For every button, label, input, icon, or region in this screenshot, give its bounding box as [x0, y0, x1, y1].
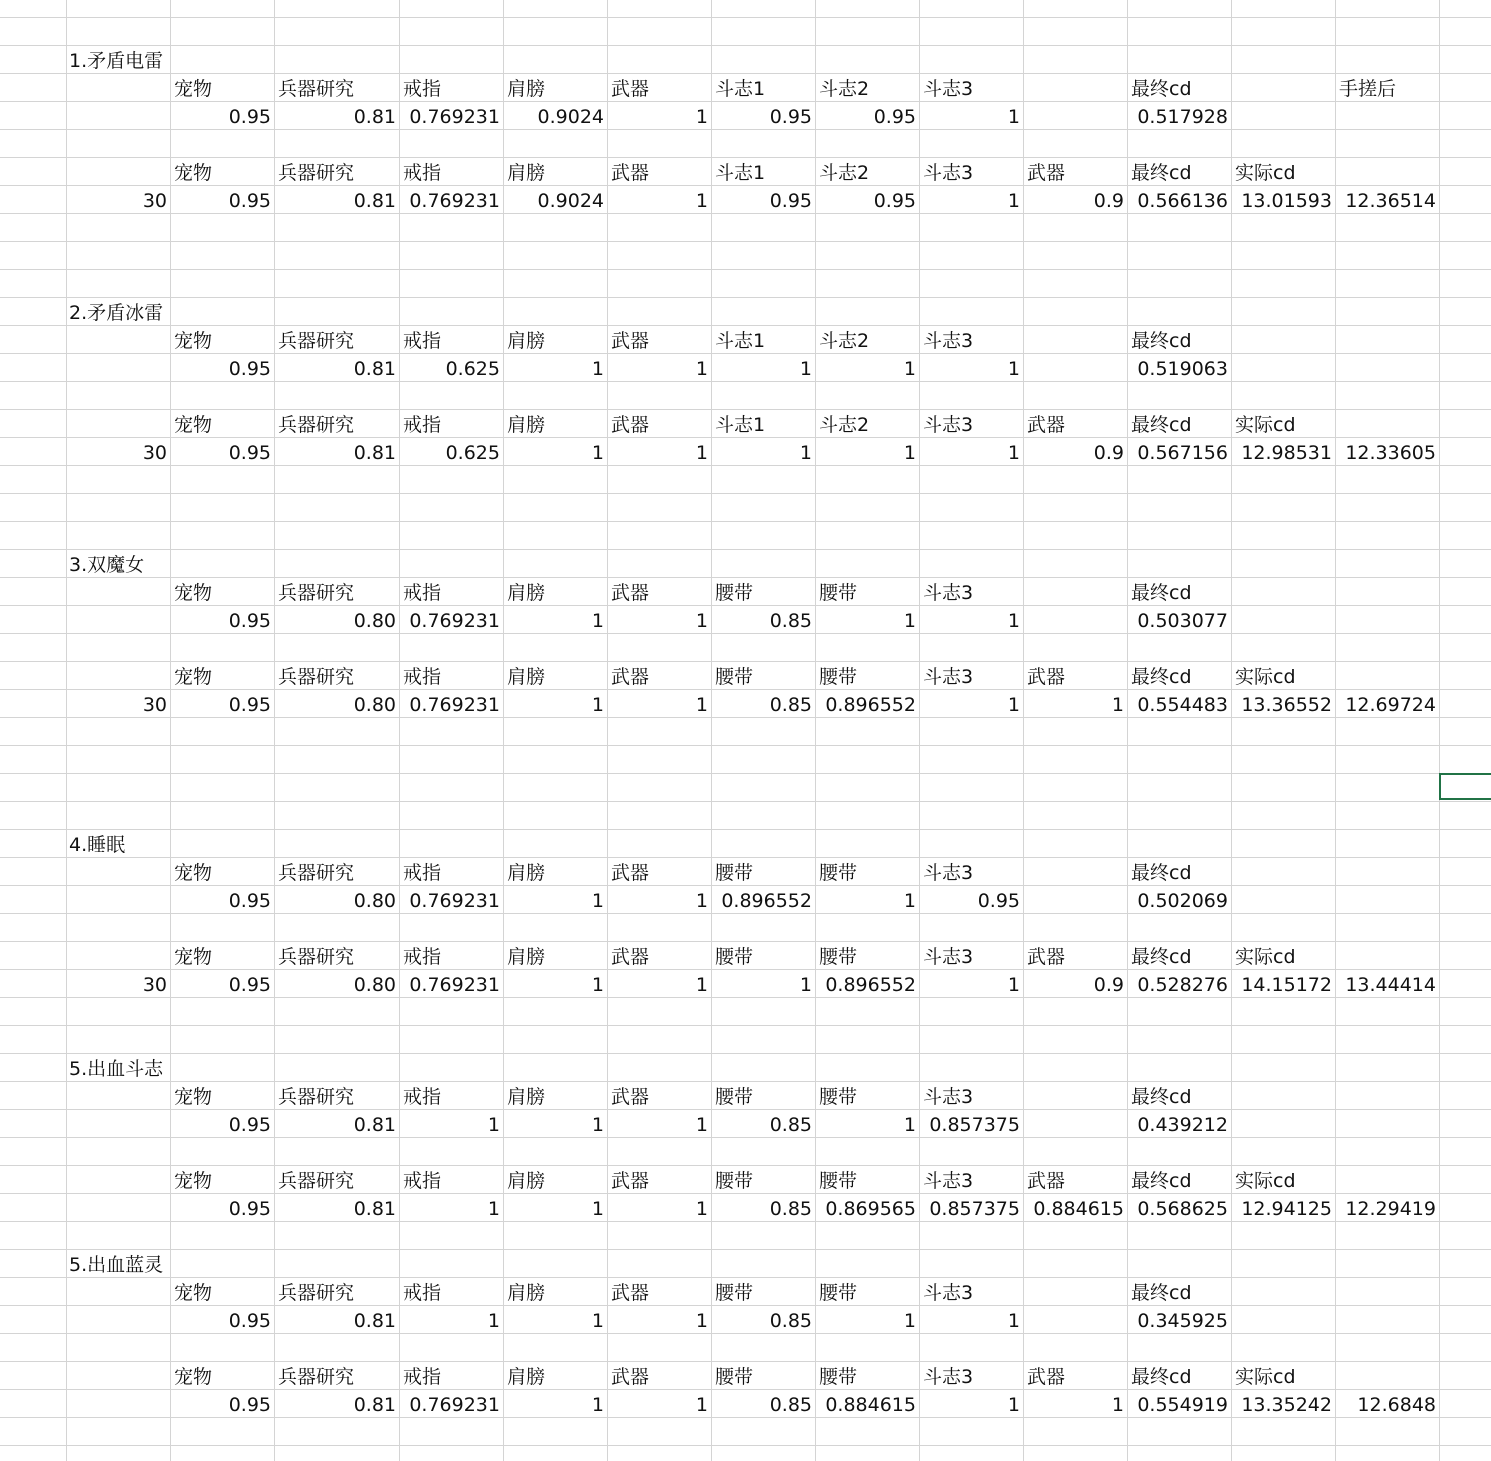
value-cell[interactable]: 1	[591, 1114, 604, 1136]
section-title-cell[interactable]: 5.出血蓝灵	[69, 1254, 164, 1276]
value-cell[interactable]: 1	[1007, 106, 1020, 128]
row-gridline	[0, 633, 1491, 634]
value-cell[interactable]: 0.769231	[409, 890, 500, 912]
row-gridline	[0, 1025, 1491, 1026]
header-cell[interactable]: 腰带	[819, 862, 858, 884]
column-gridline	[503, 0, 504, 1461]
value-cell[interactable]: 30	[142, 190, 167, 212]
header-cell[interactable]: 戒指	[403, 582, 442, 604]
header-cell[interactable]: 戒指	[403, 162, 442, 184]
header-cell[interactable]: 戒指	[403, 1366, 442, 1388]
header-cell[interactable]: 肩膀	[507, 162, 546, 184]
section-title-cell[interactable]: 5.出血斗志	[69, 1058, 164, 1080]
header-cell[interactable]: 最终cd	[1131, 946, 1192, 968]
value-cell[interactable]: 1	[799, 974, 812, 996]
value-cell[interactable]: 1	[903, 1114, 916, 1136]
header-cell[interactable]: 兵器研究	[278, 1282, 355, 1304]
header-cell[interactable]: 武器	[611, 666, 650, 688]
header-cell[interactable]: 最终cd	[1131, 1170, 1192, 1192]
header-cell[interactable]: 兵器研究	[278, 414, 355, 436]
header-cell[interactable]: 戒指	[403, 666, 442, 688]
value-cell[interactable]: 1	[695, 358, 708, 380]
value-cell[interactable]: 0.95	[228, 694, 271, 716]
header-cell[interactable]: 斗志3	[923, 946, 974, 968]
header-cell[interactable]: 最终cd	[1131, 414, 1192, 436]
value-cell[interactable]: 0.81	[353, 358, 396, 380]
header-cell[interactable]: 兵器研究	[278, 1170, 355, 1192]
row-gridline	[0, 241, 1491, 242]
value-cell[interactable]: 0.85	[769, 610, 812, 632]
header-cell[interactable]: 实际cd	[1235, 162, 1296, 184]
value-cell[interactable]: 0.81	[353, 106, 396, 128]
value-cell[interactable]: 30	[142, 694, 167, 716]
header-cell[interactable]: 最终cd	[1131, 582, 1192, 604]
value-cell[interactable]: 0.95	[228, 1394, 271, 1416]
value-cell[interactable]: 1	[799, 442, 812, 464]
value-cell[interactable]: 1	[591, 1198, 604, 1220]
section-title-cell[interactable]: 4.睡眠	[69, 834, 126, 856]
value-cell[interactable]: 0.85	[769, 694, 812, 716]
row-gridline	[0, 269, 1491, 270]
header-cell[interactable]: 武器	[611, 1170, 650, 1192]
value-cell[interactable]: 0.503077	[1137, 610, 1228, 632]
value-cell[interactable]: 0.95	[873, 106, 916, 128]
header-cell[interactable]: 武器	[611, 1086, 650, 1108]
row-gridline	[0, 1137, 1491, 1138]
row-gridline	[0, 745, 1491, 746]
value-cell[interactable]: 1	[1007, 1394, 1020, 1416]
header-cell[interactable]: 腰带	[715, 1170, 754, 1192]
value-cell[interactable]: 0.345925	[1137, 1310, 1228, 1332]
value-cell[interactable]: 1	[903, 610, 916, 632]
value-cell[interactable]: 0.85	[769, 1198, 812, 1220]
header-cell[interactable]: 戒指	[403, 1086, 442, 1108]
value-cell[interactable]: 0.769231	[409, 610, 500, 632]
header-cell[interactable]: 斗志3	[923, 162, 974, 184]
header-cell[interactable]: 斗志2	[819, 330, 870, 352]
header-cell[interactable]: 斗志1	[715, 330, 766, 352]
header-cell[interactable]: 戒指	[403, 330, 442, 352]
header-cell[interactable]: 戒指	[403, 1170, 442, 1192]
header-cell[interactable]: 戒指	[403, 414, 442, 436]
value-cell[interactable]: 12.98531	[1241, 442, 1332, 464]
value-cell[interactable]: 1	[903, 442, 916, 464]
column-gridline	[1023, 0, 1024, 1461]
header-cell[interactable]: 实际cd	[1235, 666, 1296, 688]
value-cell[interactable]: 0.95	[228, 358, 271, 380]
header-cell[interactable]: 兵器研究	[278, 666, 355, 688]
value-cell[interactable]: 1	[487, 1198, 500, 1220]
header-cell[interactable]: 肩膀	[507, 946, 546, 968]
row-gridline	[0, 1333, 1491, 1334]
value-cell[interactable]: 0.81	[353, 1394, 396, 1416]
header-cell[interactable]: 腰带	[819, 1086, 858, 1108]
header-cell[interactable]: 兵器研究	[278, 78, 355, 100]
header-cell[interactable]: 腰带	[819, 582, 858, 604]
value-cell[interactable]: 0.95	[228, 190, 271, 212]
value-cell[interactable]: 1	[799, 358, 812, 380]
value-cell[interactable]: 0.9	[1093, 190, 1124, 212]
header-cell[interactable]: 兵器研究	[278, 582, 355, 604]
row-gridline	[0, 773, 1491, 774]
header-cell[interactable]: 腰带	[715, 666, 754, 688]
value-cell[interactable]: 0.95	[228, 442, 271, 464]
header-cell[interactable]: 戒指	[403, 862, 442, 884]
value-cell[interactable]: 1	[695, 890, 708, 912]
row-gridline	[0, 129, 1491, 130]
value-cell[interactable]: 0.85	[769, 1394, 812, 1416]
value-cell[interactable]: 0.80	[353, 974, 396, 996]
value-cell[interactable]: 0.896552	[825, 694, 916, 716]
header-cell[interactable]: 兵器研究	[278, 946, 355, 968]
header-cell[interactable]: 腰带	[819, 1170, 858, 1192]
row-gridline	[0, 1221, 1491, 1222]
column-gridline	[607, 0, 608, 1461]
value-cell[interactable]: 1	[487, 1310, 500, 1332]
header-cell[interactable]: 宠物	[174, 1282, 213, 1304]
header-cell[interactable]: 肩膀	[507, 582, 546, 604]
header-cell[interactable]: 腰带	[715, 946, 754, 968]
value-cell[interactable]: 30	[142, 442, 167, 464]
value-cell[interactable]: 1	[695, 106, 708, 128]
row-gridline	[0, 465, 1491, 466]
value-cell[interactable]: 0.769231	[409, 694, 500, 716]
value-cell[interactable]: 0.528276	[1137, 974, 1228, 996]
value-cell[interactable]: 0.439212	[1137, 1114, 1228, 1136]
value-cell[interactable]: 0.95	[228, 974, 271, 996]
value-cell[interactable]: 0.896552	[721, 890, 812, 912]
value-cell[interactable]: 0.95	[873, 190, 916, 212]
value-cell[interactable]: 0.95	[228, 1198, 271, 1220]
value-cell[interactable]: 1	[591, 694, 604, 716]
header-cell[interactable]: 肩膀	[507, 1170, 546, 1192]
value-cell[interactable]: 0.625	[445, 442, 500, 464]
header-cell[interactable]: 斗志3	[923, 78, 974, 100]
value-cell[interactable]: 0.519063	[1137, 358, 1228, 380]
value-cell[interactable]: 0.95	[228, 1114, 271, 1136]
header-cell[interactable]: 肩膀	[507, 666, 546, 688]
header-cell[interactable]: 最终cd	[1131, 666, 1192, 688]
value-cell[interactable]: 0.95	[228, 106, 271, 128]
value-cell[interactable]: 1	[1007, 1310, 1020, 1332]
value-cell[interactable]: 0.566136	[1137, 190, 1228, 212]
value-cell[interactable]: 0.769231	[409, 974, 500, 996]
value-cell[interactable]: 30	[142, 974, 167, 996]
row-gridline	[0, 801, 1491, 802]
header-cell[interactable]: 武器	[611, 414, 650, 436]
value-cell[interactable]: 0.80	[353, 610, 396, 632]
header-cell[interactable]: 腰带	[715, 1366, 754, 1388]
header-cell[interactable]: 宠物	[174, 1170, 213, 1192]
row-gridline	[0, 997, 1491, 998]
header-cell[interactable]: 肩膀	[507, 330, 546, 352]
value-cell[interactable]: 0.95	[228, 890, 271, 912]
header-cell[interactable]: 宠物	[174, 666, 213, 688]
header-cell[interactable]: 宠物	[174, 78, 213, 100]
value-cell[interactable]: 1	[591, 358, 604, 380]
value-cell[interactable]: 1	[1111, 694, 1124, 716]
column-gridline	[711, 0, 712, 1461]
header-cell[interactable]: 腰带	[715, 582, 754, 604]
row-gridline	[0, 213, 1491, 214]
value-cell[interactable]: 1	[695, 190, 708, 212]
column-gridline	[919, 0, 920, 1461]
value-cell[interactable]: 0.567156	[1137, 442, 1228, 464]
value-cell[interactable]: 1	[903, 358, 916, 380]
header-cell[interactable]: 实际cd	[1235, 1366, 1296, 1388]
value-cell[interactable]: 1	[695, 974, 708, 996]
value-cell[interactable]: 0.884615	[825, 1394, 916, 1416]
section-title-cell[interactable]: 3.双魔女	[69, 554, 145, 576]
value-cell[interactable]: 0.568625	[1137, 1198, 1228, 1220]
header-cell[interactable]: 戒指	[403, 946, 442, 968]
value-cell[interactable]: 0.95	[769, 106, 812, 128]
header-cell[interactable]: 宠物	[174, 162, 213, 184]
row-gridline	[0, 913, 1491, 914]
header-cell[interactable]: 武器	[1027, 666, 1066, 688]
value-cell[interactable]: 1	[591, 974, 604, 996]
header-cell[interactable]: 最终cd	[1131, 78, 1192, 100]
value-cell[interactable]: 0.857375	[929, 1114, 1020, 1136]
value-cell[interactable]: 0.857375	[929, 1198, 1020, 1220]
value-cell[interactable]: 1	[1007, 190, 1020, 212]
row-gridline	[0, 493, 1491, 494]
value-cell[interactable]: 1	[695, 610, 708, 632]
active-cell-selection[interactable]	[1439, 773, 1491, 800]
value-cell[interactable]: 13.01593	[1241, 190, 1332, 212]
header-cell[interactable]: 肩膀	[507, 414, 546, 436]
header-cell[interactable]: 最终cd	[1131, 162, 1192, 184]
value-cell[interactable]: 1	[1007, 442, 1020, 464]
value-cell[interactable]: 0.554483	[1137, 694, 1228, 716]
value-cell[interactable]: 14.15172	[1241, 974, 1332, 996]
value-cell[interactable]: 12.29419	[1345, 1198, 1436, 1220]
value-cell[interactable]: 13.36552	[1241, 694, 1332, 716]
header-cell[interactable]: 实际cd	[1235, 946, 1296, 968]
value-cell[interactable]: 0.95	[769, 190, 812, 212]
header-cell[interactable]: 武器	[1027, 1170, 1066, 1192]
value-cell[interactable]: 0.502069	[1137, 890, 1228, 912]
value-cell[interactable]: 0.9024	[537, 106, 604, 128]
header-cell[interactable]: 武器	[1027, 1366, 1066, 1388]
header-cell[interactable]: 宠物	[174, 1086, 213, 1108]
header-cell[interactable]: 宠物	[174, 414, 213, 436]
header-cell[interactable]: 斗志2	[819, 414, 870, 436]
value-cell[interactable]: 1	[695, 1310, 708, 1332]
header-cell[interactable]: 武器	[611, 1282, 650, 1304]
value-cell[interactable]: 1	[591, 1394, 604, 1416]
value-cell[interactable]: 0.95	[977, 890, 1020, 912]
value-cell[interactable]: 1	[487, 1114, 500, 1136]
value-cell[interactable]: 1	[591, 442, 604, 464]
header-cell[interactable]: 腰带	[819, 946, 858, 968]
header-cell[interactable]: 武器	[611, 162, 650, 184]
value-cell[interactable]: 1	[1007, 358, 1020, 380]
value-cell[interactable]: 0.80	[353, 694, 396, 716]
header-cell[interactable]: 斗志3	[923, 330, 974, 352]
value-cell[interactable]: 0.869565	[825, 1198, 916, 1220]
header-cell[interactable]: 兵器研究	[278, 1366, 355, 1388]
header-cell[interactable]: 武器	[1027, 162, 1066, 184]
header-cell[interactable]: 腰带	[819, 1366, 858, 1388]
value-cell[interactable]: 0.80	[353, 890, 396, 912]
header-cell[interactable]: 兵器研究	[278, 330, 355, 352]
header-cell[interactable]: 斗志1	[715, 162, 766, 184]
value-cell[interactable]: 0.896552	[825, 974, 916, 996]
header-cell[interactable]: 肩膀	[507, 1282, 546, 1304]
header-cell[interactable]: 兵器研究	[278, 1086, 355, 1108]
row-gridline	[0, 521, 1491, 522]
header-cell[interactable]: 斗志3	[923, 582, 974, 604]
value-cell[interactable]: 0.625	[445, 358, 500, 380]
header-cell[interactable]: 斗志2	[819, 78, 870, 100]
column-gridline	[1439, 0, 1440, 1461]
column-gridline	[170, 0, 171, 1461]
header-cell[interactable]: 腰带	[715, 862, 754, 884]
header-cell[interactable]: 肩膀	[507, 862, 546, 884]
value-cell[interactable]: 0.95	[228, 1310, 271, 1332]
header-cell[interactable]: 斗志3	[923, 666, 974, 688]
column-gridline	[1231, 0, 1232, 1461]
value-cell[interactable]: 0.9	[1093, 442, 1124, 464]
value-cell[interactable]: 12.69724	[1345, 694, 1436, 716]
row-gridline	[0, 381, 1491, 382]
value-cell[interactable]: 1	[903, 1310, 916, 1332]
value-cell[interactable]: 1	[591, 610, 604, 632]
header-cell[interactable]: 斗志1	[715, 78, 766, 100]
header-cell[interactable]: 最终cd	[1131, 862, 1192, 884]
value-cell[interactable]: 0.81	[353, 1310, 396, 1332]
header-cell[interactable]: 斗志3	[923, 1170, 974, 1192]
value-cell[interactable]: 0.85	[769, 1310, 812, 1332]
value-cell[interactable]: 1	[695, 694, 708, 716]
value-cell[interactable]: 1	[1007, 974, 1020, 996]
header-cell[interactable]: 腰带	[715, 1086, 754, 1108]
column-gridline	[1335, 0, 1336, 1461]
header-cell[interactable]: 肩膀	[507, 78, 546, 100]
header-cell[interactable]: 腰带	[819, 666, 858, 688]
value-cell[interactable]: 1	[695, 1114, 708, 1136]
header-cell[interactable]: 最终cd	[1131, 1086, 1192, 1108]
value-cell[interactable]: 0.9024	[537, 190, 604, 212]
value-cell[interactable]: 12.94125	[1241, 1198, 1332, 1220]
header-cell[interactable]: 宠物	[174, 582, 213, 604]
column-gridline	[1127, 0, 1128, 1461]
column-gridline	[274, 0, 275, 1461]
value-cell[interactable]: 13.35242	[1241, 1394, 1332, 1416]
value-cell[interactable]: 0.884615	[1033, 1198, 1124, 1220]
header-cell[interactable]: 斗志3	[923, 862, 974, 884]
header-cell[interactable]: 武器	[611, 946, 650, 968]
header-cell[interactable]: 武器	[611, 1366, 650, 1388]
value-cell[interactable]: 12.36514	[1345, 190, 1436, 212]
column-gridline	[399, 0, 400, 1461]
header-cell[interactable]: 最终cd	[1131, 1282, 1192, 1304]
row-gridline	[0, 1417, 1491, 1418]
header-cell[interactable]: 腰带	[819, 1282, 858, 1304]
value-cell[interactable]: 13.44414	[1345, 974, 1436, 996]
value-cell[interactable]: 1	[1007, 610, 1020, 632]
value-cell[interactable]: 0.95	[228, 610, 271, 632]
value-cell[interactable]: 12.33605	[1345, 442, 1436, 464]
value-cell[interactable]: 0.9	[1093, 974, 1124, 996]
header-cell[interactable]: 最终cd	[1131, 330, 1192, 352]
header-cell[interactable]: 武器	[1027, 946, 1066, 968]
value-cell[interactable]: 1	[591, 1310, 604, 1332]
value-cell[interactable]: 0.81	[353, 1114, 396, 1136]
column-gridline	[815, 0, 816, 1461]
header-cell[interactable]: 武器	[1027, 414, 1066, 436]
header-cell[interactable]: 斗志3	[923, 1086, 974, 1108]
header-cell[interactable]: 斗志3	[923, 414, 974, 436]
section-title-cell[interactable]: 1.矛盾电雷	[69, 50, 164, 72]
value-cell[interactable]: 0.769231	[409, 190, 500, 212]
header-cell[interactable]: 斗志3	[923, 1282, 974, 1304]
row-gridline	[0, 17, 1491, 18]
value-cell[interactable]: 1	[1007, 694, 1020, 716]
header-cell[interactable]: 实际cd	[1235, 1170, 1296, 1192]
header-cell[interactable]: 最终cd	[1131, 1366, 1192, 1388]
header-cell[interactable]: 武器	[611, 862, 650, 884]
section-title-cell[interactable]: 2.矛盾冰雷	[69, 302, 164, 324]
value-cell[interactable]: 0.81	[353, 442, 396, 464]
header-cell[interactable]: 肩膀	[507, 1086, 546, 1108]
value-cell[interactable]: 0.85	[769, 1114, 812, 1136]
header-cell[interactable]: 腰带	[715, 1282, 754, 1304]
header-cell[interactable]: 兵器研究	[278, 162, 355, 184]
value-cell[interactable]: 0.554919	[1137, 1394, 1228, 1416]
header-cell[interactable]: 武器	[611, 582, 650, 604]
header-cell[interactable]: 兵器研究	[278, 862, 355, 884]
value-cell[interactable]: 0.769231	[409, 1394, 500, 1416]
header-cell[interactable]: 宠物	[174, 946, 213, 968]
header-cell[interactable]: 武器	[611, 78, 650, 100]
header-cell[interactable]: 武器	[611, 330, 650, 352]
column-gridline	[66, 0, 67, 1461]
value-cell[interactable]: 0.81	[353, 190, 396, 212]
header-cell[interactable]: 斗志1	[715, 414, 766, 436]
header-cell[interactable]: 戒指	[403, 1282, 442, 1304]
header-cell[interactable]: 斗志2	[819, 162, 870, 184]
value-cell[interactable]: 0.517928	[1137, 106, 1228, 128]
value-cell[interactable]: 0.81	[353, 1198, 396, 1220]
header-cell[interactable]: 宠物	[174, 330, 213, 352]
value-cell[interactable]: 1	[1111, 1394, 1124, 1416]
value-cell[interactable]: 1	[591, 890, 604, 912]
value-cell[interactable]: 1	[695, 1394, 708, 1416]
value-cell[interactable]: 1	[903, 890, 916, 912]
value-cell[interactable]: 1	[695, 442, 708, 464]
header-cell[interactable]: 宠物	[174, 862, 213, 884]
header-cell[interactable]: 斗志3	[923, 1366, 974, 1388]
value-cell[interactable]: 0.769231	[409, 106, 500, 128]
row-gridline	[0, 1445, 1491, 1446]
value-cell[interactable]: 12.6848	[1357, 1394, 1436, 1416]
header-cell[interactable]: 戒指	[403, 78, 442, 100]
header-cell[interactable]: 宠物	[174, 1366, 213, 1388]
header-cell[interactable]: 手搓后	[1339, 78, 1397, 100]
value-cell[interactable]: 1	[695, 1198, 708, 1220]
header-cell[interactable]: 肩膀	[507, 1366, 546, 1388]
header-cell[interactable]: 实际cd	[1235, 414, 1296, 436]
row-gridline	[0, 717, 1491, 718]
